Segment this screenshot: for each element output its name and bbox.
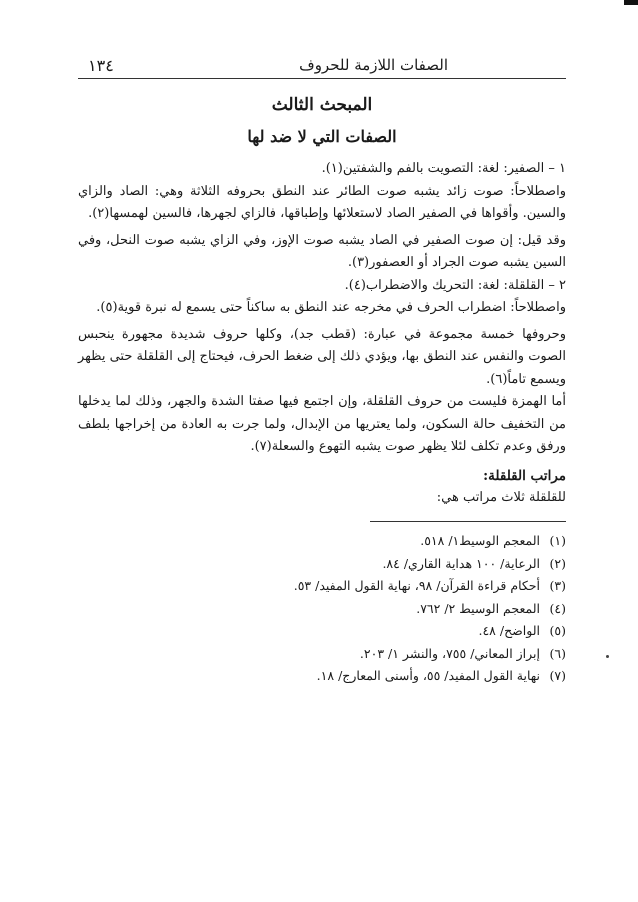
section-title: المبحث الثالث [271, 95, 373, 115]
footnote-text: المعجم الوسيط ٢/ ٧٦٢. [416, 600, 540, 616]
safir-definition: ١ – الصفير: لغة: التصويت بالفم والشفتين(١). [321, 161, 566, 176]
footnote-number: (٧) [549, 668, 566, 683]
book-page [78, 54, 566, 688]
footnote-number: (٤) [549, 600, 566, 616]
hamza-note: أما الهمزة فليست من حروف القلقلة، وإن اجتمع فيها صفتا الشدة والجهر، وذلك لما يدخلها من التخفيف حالة السكون، ولما يعتريها من الإبدال، ولما جرت به العادة من إخراجها بلطف ورفق وعدم تكلف لئلا يظهر صوت يشبه التهوع والسعلة(٧). [78, 394, 566, 454]
footnote-number: (٢) [549, 555, 566, 571]
footnote-text: إبراز المعاني/ ٧٥٥، والنشر ١/ ٢٠٣. [359, 645, 540, 661]
footnote-number: (٦) [549, 645, 566, 661]
footnote [78, 575, 566, 598]
header-title: الصفات اللازمة للحروف [299, 56, 448, 74]
running-header [78, 54, 566, 79]
footnote [78, 665, 566, 688]
footnote [78, 620, 566, 643]
footnote-text: المعجم الوسيط١/ ٥١٨. [420, 533, 540, 548]
footnote-number: (٣) [549, 578, 566, 593]
footnotes [78, 530, 566, 688]
safir-sounds: وقد قيل: إن صوت الصفير في الصاد يشبه صوت الإوز، وفي الزاي يشبه صوت النحل، وفي السين يشبه صوت الجراد أو العصفور(٣). [78, 232, 566, 270]
footnote [78, 598, 566, 621]
footnote [78, 553, 566, 576]
safir-technical: واصطلاحاً: صوت زائد يشبه صوت الطائر عند النطق بحروفه الثلاثة وهي: الصاد والزاي والسين. وأقواها في الصفير الصاد لاستعلائها وإطباقها، فالزاي لجهرها، فالسين لهمسها(٢). [78, 183, 566, 221]
footnote [78, 530, 566, 553]
footnote-separator [370, 521, 566, 522]
section-subtitle: الصفات التي لا ضد لها [247, 127, 397, 146]
footnote-text: نهاية القول المفيد/ ٥٥، وأسنى المعارج/ ١٨. [316, 668, 540, 683]
qalqala-technical: واصطلاحاً: اضطراب الحرف في مخرجه عند النطق به ساكناً حتى يسمع له نبرة قوية(٥). [96, 300, 566, 315]
qalqala-letters: وحروفها خمسة مجموعة في عبارة: (قطب جد)، وكلها حروف شديدة مجهورة ينحبس الصوت والنفس عند النطق بها، ويؤدي ذلك إلى ضغط الحرف، فيحتاج إلى القلقلة حتى يظهر ويسمع تاماً(٦). [78, 326, 566, 387]
ranks-heading: مراتب القلقلة: [483, 467, 566, 484]
footnote-text: أحكام قراءة القرآن/ ٩٨، نهاية القول المفيد/ ٥٣. [293, 578, 540, 593]
footnote-number: (١) [549, 533, 566, 548]
footnote-text: الرعاية/ ١٠٠ هداية القاري/ ٨٤. [382, 555, 540, 571]
ranks-intro: للقلقلة ثلاث مراتب هي: [436, 489, 566, 505]
footnote [78, 643, 566, 666]
margin-dot [606, 655, 609, 658]
page-edge-mark [624, 0, 638, 5]
footnote-number: (٥) [549, 623, 566, 638]
footnote-text: الواضح/ ٤٨. [478, 623, 540, 638]
page-number: ١٣٤ [88, 56, 114, 75]
qalqala-definition: ٢ – القلقلة: لغة: التحريك والاضطراب(٤). [344, 277, 566, 293]
